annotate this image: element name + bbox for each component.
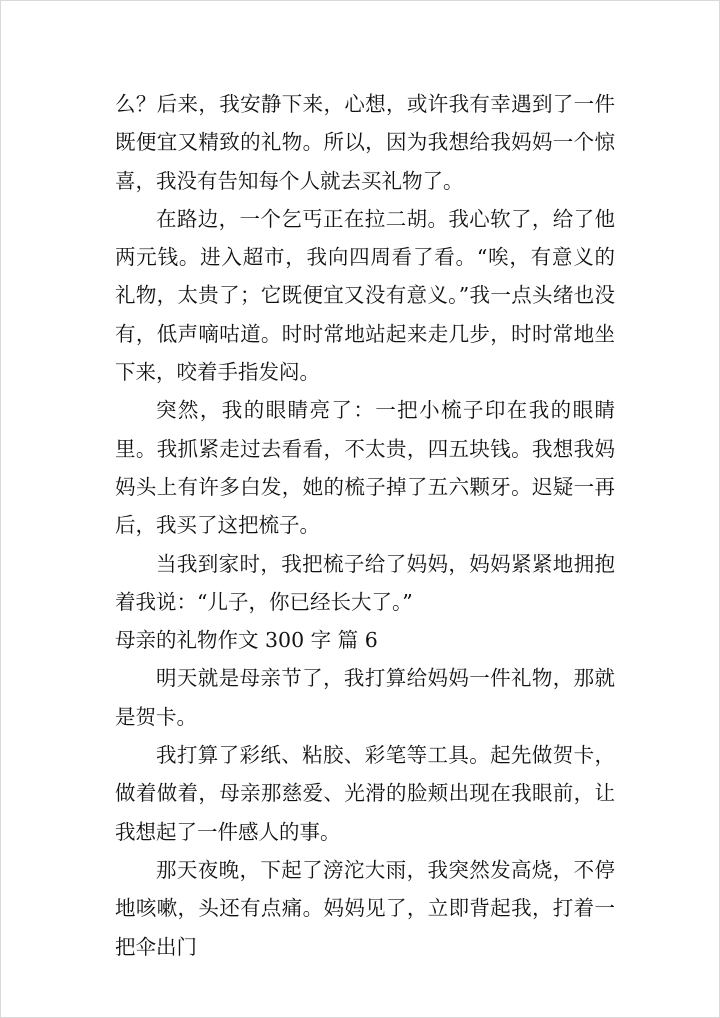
paragraph-rainy-night: 那天夜晚，下起了滂沱大雨，我突然发高烧，不停地咳嗽，头还有点痛。妈妈见了，立即背起我，打着一把伞出门 [115,857,615,959]
section-heading: 母亲的礼物作文 300 字 篇 6 [115,628,378,653]
paragraph-beggar: 在路边，一个乞丐正在拉二胡。我心软了，给了他两元钱。进入超市，我向四周看了看。“唉，有意义的礼物，太贵了；它既便宜又没有意义。”我一点头绪也没有，低声嘀咕道。时时常地站起来走几步，时时常地坐下来，咬着手指发闷。 [115,206,615,385]
paragraph-comb: 突然，我的眼睛亮了：一把小梳子印在我的眼睛里。我抓紧走过去看看，不太贵，四五块钱。我想我妈妈头上有许多白发，她的梳子掉了五六颗牙。迟疑一再后，我买了这把梳子。 [115,398,615,538]
paragraph-home: 当我到家时，我把梳子给了妈妈，妈妈紧紧地拥抱着我说：“儿子，你已经长大了。” [115,551,615,614]
paragraph-continued: 么？后来，我安静下来，心想，或许我有幸遇到了一件既便宜又精致的礼物。所以，因为我想给我妈妈一个惊喜，我没有告知每个人就去买礼物了。 [115,92,615,193]
paragraph-mothers-day: 明天就是母亲节了，我打算给妈妈一件礼物，那就是贺卡。 [115,666,615,729]
paragraph-card-making: 我打算了彩纸、粘胶、彩笔等工具。起先做贺卡，做着做着，母亲那慈爱、光滑的脸颊出现在我眼前，让我想起了一件感人的事。 [115,743,615,844]
document-body [115,85,615,966]
